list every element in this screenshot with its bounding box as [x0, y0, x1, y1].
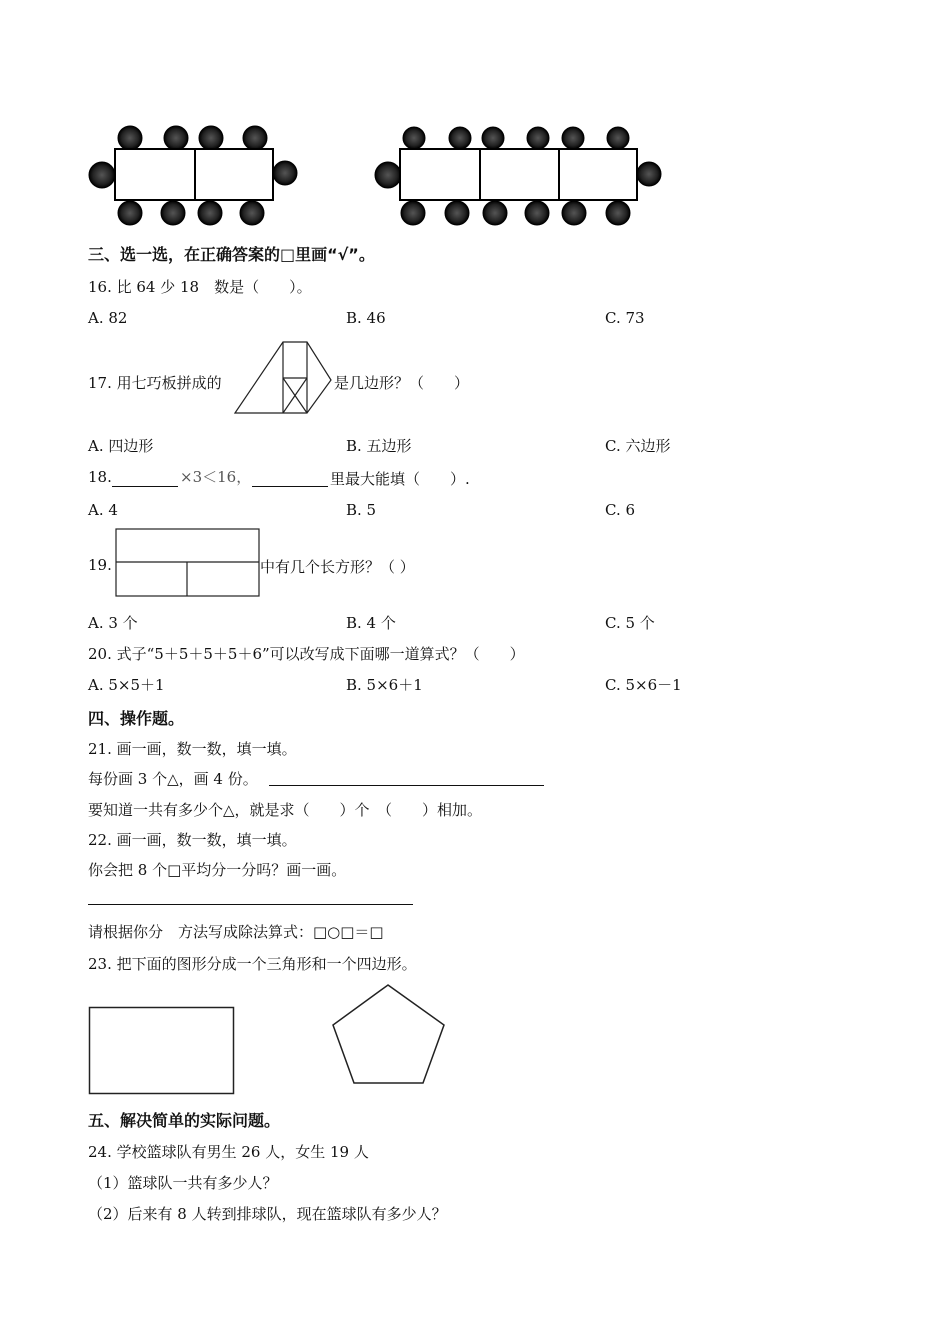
q17-option-a[interactable]: A. 四边形 [88, 437, 154, 455]
q17-option-b[interactable]: B. 五边形 [346, 437, 412, 455]
q21-stem: 21. 画一画，数一数，填一填。 [88, 740, 297, 758]
q18-expression: ×3＜16， [180, 468, 252, 486]
q16-option-a[interactable]: A. 82 [88, 309, 128, 327]
tangram-shape-figure [233, 340, 333, 416]
q16-option-c[interactable]: C. 73 [605, 309, 645, 327]
q21-drawing-line[interactable] [269, 785, 544, 786]
q19-stem-post: 中有几个长方形？（ ） [260, 558, 415, 576]
q24-sub-2: （2）后来有 8 人转到排球队，现在篮球队有多少人？ [88, 1205, 447, 1223]
q18-blank-2[interactable] [252, 486, 328, 487]
q22-stem: 22. 画一画，数一数，填一填。 [88, 831, 297, 849]
q20-option-b[interactable]: B. 5×6＋1 [346, 676, 423, 694]
q20-stem: 20. 式子“5＋5＋5＋5＋6”可以改写成下面哪一道算式？（ ） [88, 645, 525, 663]
q23-pentagon-figure [330, 982, 448, 1086]
q24-stem: 24. 学校篮球队有男生 26 人，女生 19 人 [88, 1143, 369, 1161]
q18-option-b[interactable]: B. 5 [346, 501, 377, 519]
q17-stem-post: 是几边形？（ ） [334, 374, 470, 392]
q23-rectangle-figure [88, 1006, 236, 1096]
q18-blank-1[interactable] [112, 486, 178, 487]
q21-line-1: 每份画 3 个△，画 4 份。 [88, 770, 258, 788]
q18-number: 18. [88, 468, 112, 486]
q17-stem-pre: 17. 用七巧板拼成的 [88, 374, 222, 392]
section-3-heading: 三、选一选，在正确答案的□里画“√”。 [88, 245, 375, 264]
tables-chairs-illustration [80, 120, 680, 230]
q18-option-c[interactable]: C. 6 [605, 501, 636, 519]
section-5-heading: 五、解决简单的实际问题。 [88, 1111, 281, 1130]
rectangle-division-figure [114, 527, 261, 598]
q19-option-b[interactable]: B. 4 个 [346, 614, 396, 632]
q16-option-b[interactable]: B. 46 [346, 309, 386, 327]
q17-option-c[interactable]: C. 六边形 [605, 437, 671, 455]
q20-option-a[interactable]: A. 5×5＋1 [88, 676, 165, 694]
q19-number: 19. [88, 556, 112, 574]
q24-sub-1: （1）篮球队一共有多少人？ [88, 1174, 278, 1192]
q22-line-2: 请根据你分 方法写成除法算式：□○□＝□ [88, 923, 384, 941]
q22-line-1: 你会把 8 个□平均分一分吗？画一画。 [88, 861, 347, 879]
q23-stem: 23. 把下面的图形分成一个三角形和一个四边形。 [88, 955, 417, 973]
section-4-heading: 四、操作题。 [88, 709, 185, 728]
q22-drawing-line[interactable] [88, 904, 413, 905]
q19-option-c[interactable]: C. 5 个 [605, 614, 655, 632]
q18-option-a[interactable]: A. 4 [88, 501, 118, 519]
q16-stem: 16. 比 64 少 18 数是（ ）。 [88, 278, 312, 296]
q20-option-c[interactable]: C. 5×6－1 [605, 676, 682, 694]
q21-line-2: 要知道一共有多少个△，就是求（ ）个 （ ）相加。 [88, 801, 483, 819]
q18-stem-post: 里最大能填（ ）. [330, 470, 470, 488]
q19-option-a[interactable]: A. 3 个 [88, 614, 138, 632]
